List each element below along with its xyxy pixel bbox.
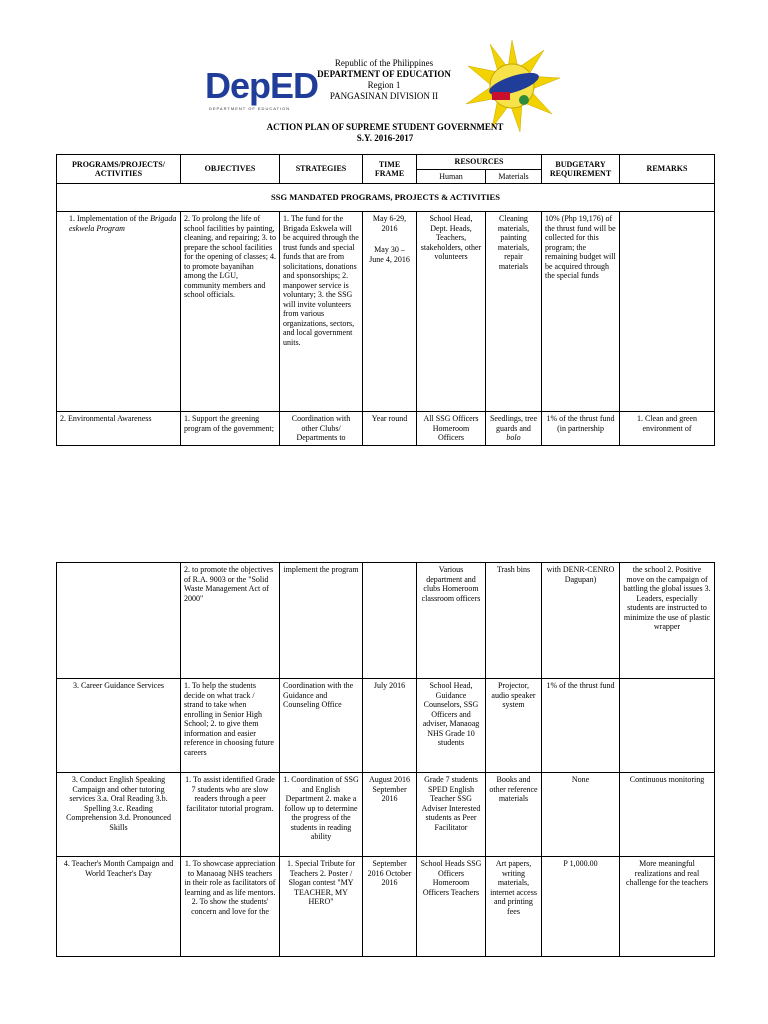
cell-program: 3. Conduct English Speaking Campaign and other tutoring services 3.a. Oral Reading 3.b. Spelling 3.c. Reading Comprehension 3.d. Pronounced Skills [57,773,181,857]
department-name: DEPARTMENT OF EDUCATION [317,69,451,79]
cell-program [57,563,181,679]
plan-title-text: ACTION PLAN OF SUPREME STUDENT GOVERNMENT [266,122,504,132]
cell-time-frame: September 2016 October 2016 [363,857,417,957]
cell-materials [486,412,542,446]
col-objectives: OBJECTIVES [181,155,280,184]
col-strategies: STRATEGIES [280,155,363,184]
cell-human: School Head, Guidance Counselors, SSG Officers and adviser, Manaoag NHS Grade 10 students [417,679,486,773]
table-row [57,857,715,957]
cell-budget: None [542,773,620,857]
deped-logo-subtext: DEPARTMENT OF EDUCATION [209,106,291,111]
cell-objectives: 1. To showcase appreciation to Manaoag NHS teachers in their role as facilitators of learning and as life mentors. 2. To show the students' concern and love for the [181,857,280,957]
cell-budget: 1% of the thrust fund (in partnership [542,412,620,446]
cell-strategies: 1. Coordination of SSG and English Department 2. make a follow up to determine the progress of the students in reading ability [280,773,363,857]
cell-objectives: 2. To prolong the life of school facilities by painting, cleaning, and repairing; 3. to prepare the school facilities for the opening of classes; 4. to promote bayanihan among the LGU, community members and school officials. [181,212,280,412]
cell-human: Grade 7 students SPED English Teacher SSG Adviser Interested students as Peer Facilitator [417,773,486,857]
cell-strategies: 1. The fund for the Brigada Eskwela will be acquired through the trust funds and special funds that are from solicitations, donations and sponsorships; 2. manpower service is voluntary; 3. the SSG will invite volunteers from various organizations, sectors, and local government units. [280,212,363,412]
deped-logo-word: DepED [205,65,319,106]
plan-title [240,122,530,144]
cell-program: 3. Career Guidance Services [57,679,181,773]
materials-italic-text: bolo [506,433,521,442]
ssg-seal-logo [462,38,562,134]
action-plan-table-page-2 [56,562,715,957]
cell-remarks [620,679,715,773]
cell-strategies: implement the program [280,563,363,679]
cell-remarks [620,212,715,412]
cell-budget: 10% (Php 19,176) of the thrust fund will be collected for this program; the remaining budget will be acquired through the special funds [542,212,620,412]
cell-program [57,212,181,412]
cell-materials: Trash bins [486,563,542,679]
cell-human: All SSG Officers Homeroom Officers [417,412,486,446]
col-resources: RESOURCES [417,155,542,170]
table-row [57,412,715,446]
cell-strategies: Coordination with the Guidance and Counseling Office [280,679,363,773]
program-text: 1. Implementation of the [69,214,149,223]
cell-human: School Head, Dept. Heads, Teachers, stakeholders, other volunteers [417,212,486,412]
materials-text: Seedlings, tree guards and [489,414,538,433]
cell-objectives: 1. Support the greening program of the government; [181,412,280,446]
cell-objectives: 2. to promote the objectives of R.A. 9003 or the "Solid Waste Management Act of 2000" [181,563,280,679]
cell-materials: Projector, audio speaker system [486,679,542,773]
col-budget: BUDGETARY REQUIREMENT [542,155,620,184]
table-row [57,212,715,412]
country-name: Republic of the Philippines [334,58,434,68]
cell-budget: 1% of the thrust fund [542,679,620,773]
cell-objectives: 1. To assist identified Grade 7 students who are slow readers through a peer facilitator tutorial program. [181,773,280,857]
cell-objectives: 1. To help the students decide on what track / strand to take when enrolling in Senior High School; 2. to give them information and easier reference in choosing future careers [181,679,280,773]
table-row [57,563,715,679]
cell-program: 2. Environmental Awareness [57,412,181,446]
cell-materials: Art papers, writing materials, internet access and printing fees [486,857,542,957]
cell-time-frame: July 2016 [363,679,417,773]
col-human: Human [417,169,486,184]
time-frame-b: May 30 – June 4, 2016 [369,245,410,264]
mandated-programs-band: SSG MANDATED PROGRAMS, PROJECTS & ACTIVITIES [57,184,715,212]
cell-budget: with DENR-CENRO Dagupan) [542,563,620,679]
col-materials: Materials [486,169,542,184]
action-plan-table-page-1 [56,154,715,446]
document-page-1 [0,0,768,470]
col-remarks: REMARKS [620,155,715,184]
region-name: Region 1 [367,80,401,90]
col-programs: PROGRAMS/PROJECTS/ ACTIVITIES [57,155,181,184]
cell-strategies: 1. Special Tribute for Teachers 2. Poster / Slogan contest "MY TEACHER, MY HERO" [280,857,363,957]
cell-time-frame: Year round [363,412,417,446]
cell-program: 4. Teacher's Month Campaign and World Teacher's Day [57,857,181,957]
col-time-frame: TIME FRAME [363,155,417,184]
band-row [57,184,715,212]
table-row [57,679,715,773]
header-row [57,155,715,170]
cell-time-frame [363,212,417,412]
cell-materials: Cleaning materials, painting materials, repair materials [486,212,542,412]
cell-human: Various department and clubs Homeroom classroom officers [417,563,486,679]
cell-budget: P 1,000.00 [542,857,620,957]
division-name: PANGASINAN DIVISION II [329,91,439,101]
cell-remarks: the school 2. Positive move on the campaign of battling the global issues 3. Leaders, especially students are instructed to minimize the use of plastic wrapper [620,563,715,679]
cell-remarks: 1. Clean and green environment of [620,412,715,446]
cell-remarks: More meaningful realizations and real challenge for the teachers [620,857,715,957]
school-year: S.Y. 2016-2017 [356,133,414,143]
cell-time-frame [363,563,417,679]
cell-human: School Heads SSG Officers Homeroom Officers Teachers [417,857,486,957]
table-row [57,773,715,857]
cell-remarks: Continuous monitoring [620,773,715,857]
cell-materials: Books and other reference materials [486,773,542,857]
cell-time-frame: August 2016 September 2016 [363,773,417,857]
time-frame-a: May 6-29, 2016 [372,214,407,233]
cell-strategies: Coordination with other Clubs/ Departments to [280,412,363,446]
letterhead [294,58,474,102]
program-italic-text: Brigada eskwela Program [69,214,177,233]
